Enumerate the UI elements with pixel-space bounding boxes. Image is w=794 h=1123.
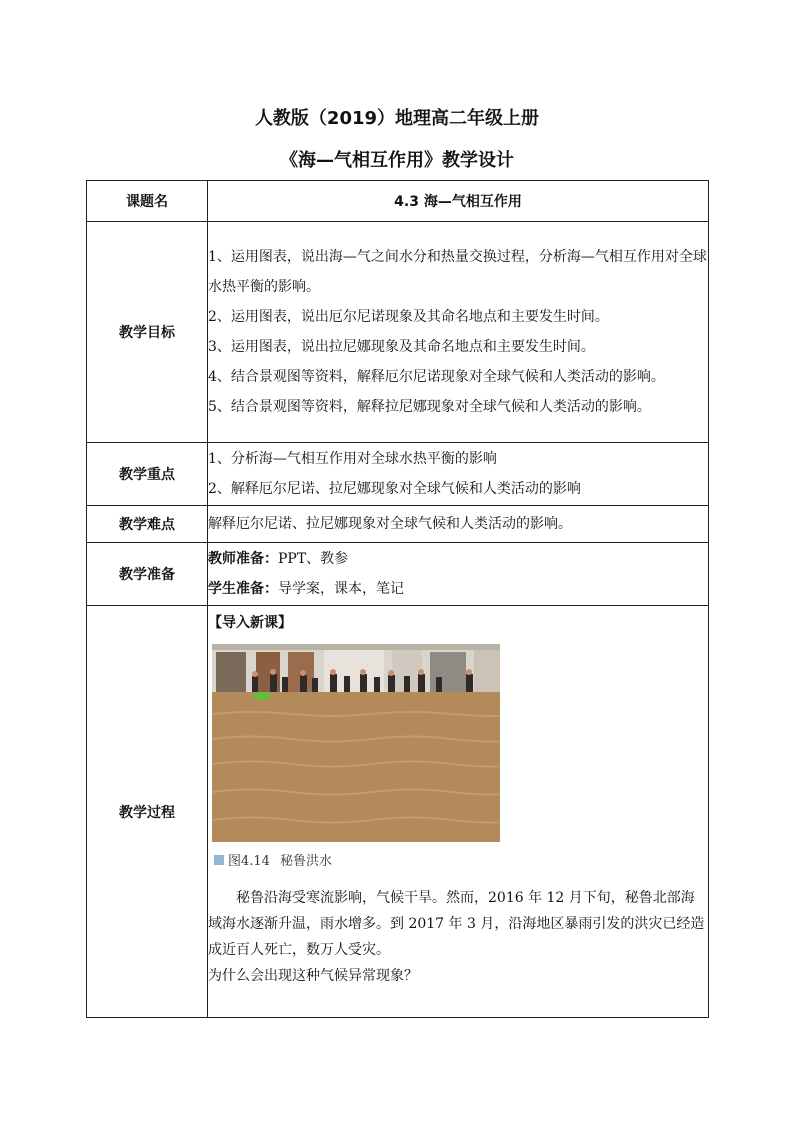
lead-in-question: 为什么会出现这种气候异常现象？ [208, 968, 418, 984]
objectives-label: 教学目标 [87, 222, 208, 443]
key-point-item: 2、解释厄尔尼诺、拉尼娜现象对全球气候和人类活动的影响 [208, 481, 581, 497]
key-points-content [208, 443, 709, 506]
difficulty-text: 解释厄尔尼诺、拉尼娜现象对全球气候和人类活动的影响。 [208, 516, 572, 532]
table-row [87, 181, 709, 222]
lead-in-heading: 【导入新课】 [208, 615, 292, 631]
objective-item: 1、运用图表，说出海—气之间水分和热量交换过程，分析海—气相互作用对全球水热平衡的影响。 [208, 249, 707, 295]
topic-value: 4.3 海—气相互作用 [208, 181, 709, 222]
key-point-item: 1、分析海—气相互作用对全球水热平衡的影响 [208, 451, 497, 467]
table-row [87, 443, 709, 506]
lead-in-paragraph: 秘鲁沿海受寒流影响，气候干旱。然而，2016 年 12 月下旬，秘鲁北部海域海水逐渐升温，雨水增多。到 2017 年 3 月，沿海地区暴雨引发的洪灾已经造成近百人死亡，数万人受灾。 [208, 890, 705, 958]
table-row [87, 606, 709, 1018]
table-row [87, 506, 709, 543]
document-title: 人教版（2019）地理高二年级上册 [254, 108, 540, 129]
process-label: 教学过程 [87, 606, 208, 1018]
objective-item: 4、结合景观图等资料，解释厄尔尼诺现象对全球气候和人类活动的影响。 [208, 369, 665, 385]
caption-marker [214, 855, 224, 865]
student-prep [208, 574, 708, 604]
table-row [87, 222, 709, 443]
objective-item: 5、结合景观图等资料，解释拉尼娜现象对全球气候和人类活动的影响。 [208, 399, 651, 415]
preparation-label: 教学准备 [87, 543, 208, 606]
teacher-prep-label: 教师准备： [208, 551, 278, 567]
objective-item: 2、运用图表，说出厄尔尼诺现象及其命名地点和主要发生时间。 [208, 309, 609, 325]
student-prep-label: 学生准备： [208, 581, 278, 597]
objectives-content [208, 222, 709, 443]
preparation-content [208, 543, 709, 606]
flood-photo [212, 644, 500, 842]
objective-item: 3、运用图表，说出拉尼娜现象及其命名地点和主要发生时间。 [208, 339, 595, 355]
figure-title: 秘鲁洪水 [279, 854, 332, 869]
figure-caption [214, 850, 708, 869]
teacher-prep [208, 544, 708, 574]
table-row [87, 543, 709, 606]
figure-number: 图4.14 [228, 854, 270, 869]
topic-label: 课题名 [87, 181, 208, 222]
process-content [208, 606, 709, 1018]
key-points-label: 教学重点 [87, 443, 208, 506]
lesson-plan-table [86, 180, 709, 1018]
student-prep-value: 导学案，课本，笔记 [278, 581, 404, 597]
document-subtitle: 《海—气相互作用》教学设计 [280, 150, 514, 171]
teacher-prep-value: PPT、教参 [278, 551, 349, 567]
difficulties-content [208, 506, 709, 543]
difficulties-label: 教学难点 [87, 506, 208, 543]
